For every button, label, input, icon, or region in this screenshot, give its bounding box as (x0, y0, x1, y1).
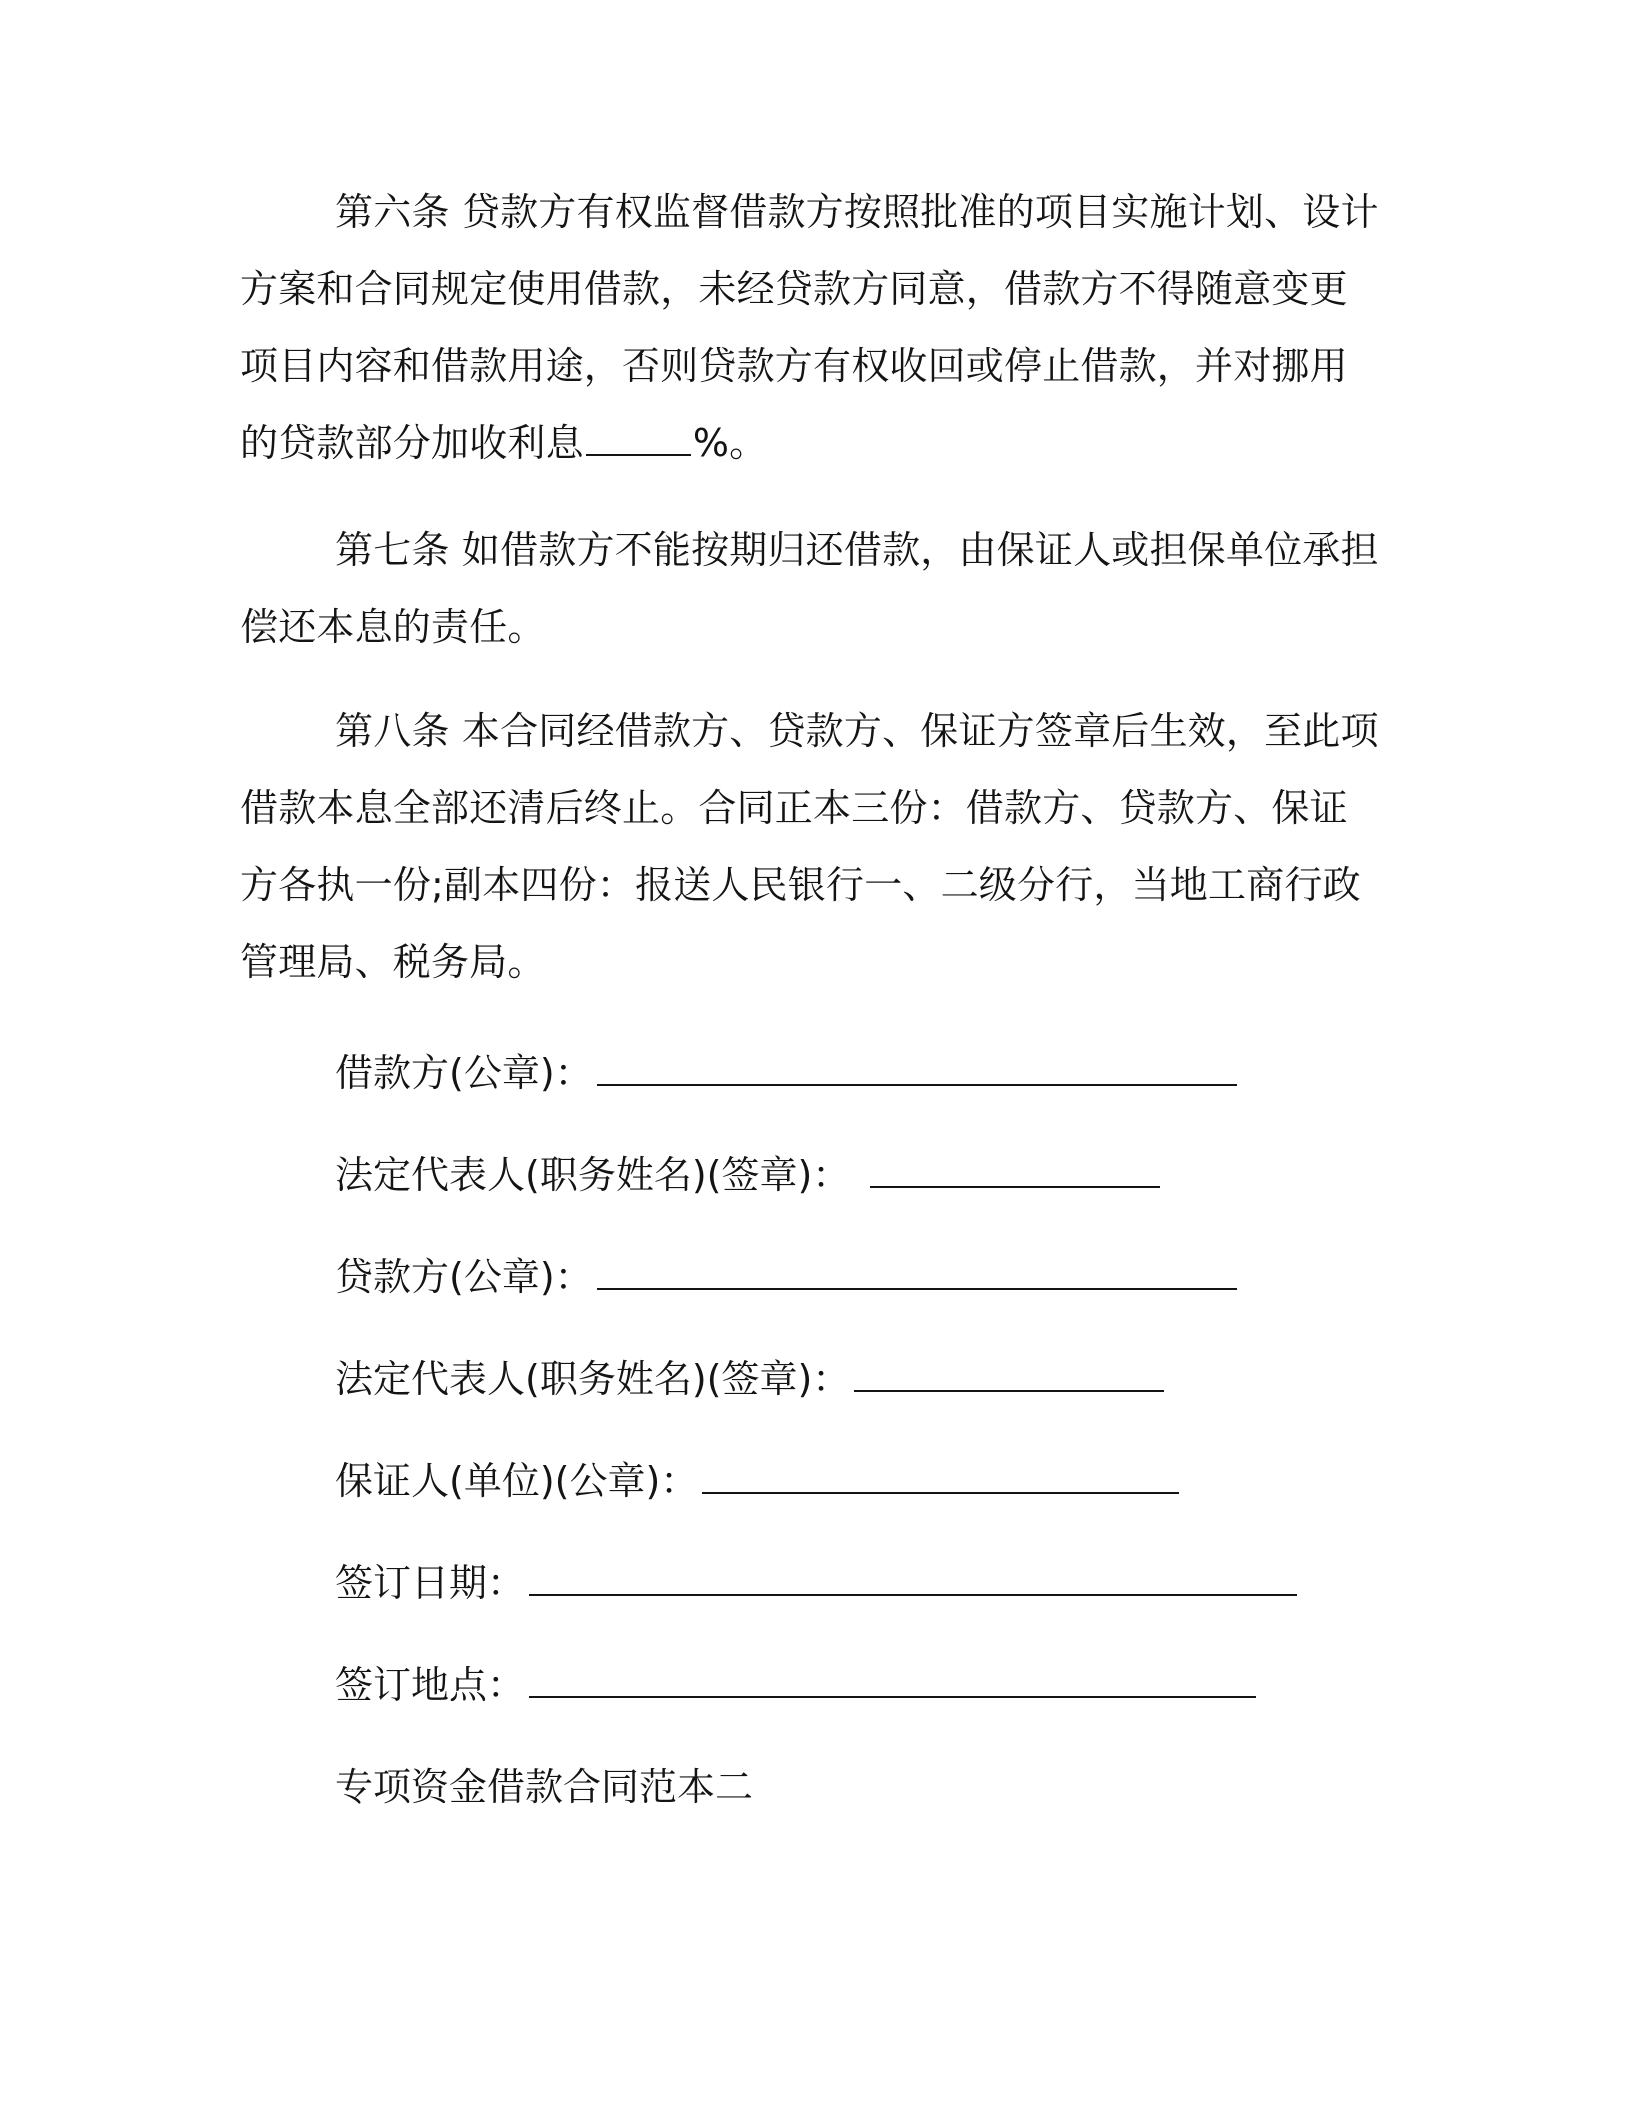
sign-place-line (335, 1660, 1256, 1710)
lender-rep-blank[interactable] (854, 1356, 1164, 1392)
borrower-rep-line (335, 1150, 1160, 1200)
article-7-paragraph: 第七条 如借款方不能按期归还借款，由保证人或担保单位承担偿还本息的责任。 (240, 528, 1379, 649)
borrower-rep-label: 法定代表人(职务姓名)(签章)： (335, 1153, 851, 1197)
guarantor-seal-line (335, 1456, 1179, 1506)
guarantor-seal-blank[interactable] (702, 1458, 1179, 1494)
sign-date-label: 签订日期： (335, 1561, 526, 1605)
next-section-title: 专项资金借款合同范本二 (335, 1765, 754, 1809)
sign-place-label: 签订地点： (335, 1663, 526, 1707)
lender-seal-blank[interactable] (597, 1254, 1237, 1290)
article-6-suffix: %。 (692, 421, 768, 465)
article-6-paragraph (240, 174, 1385, 482)
lender-rep-label: 法定代表人(职务姓名)(签章)： (335, 1357, 851, 1401)
borrower-seal-label: 借款方(公章)： (335, 1051, 593, 1095)
sign-place-blank[interactable] (529, 1662, 1256, 1698)
sign-date-blank[interactable] (529, 1560, 1297, 1596)
borrower-seal-blank[interactable] (597, 1050, 1237, 1086)
borrower-seal-line (335, 1048, 1237, 1098)
article-8-paragraph: 第八条 本合同经借款方、贷款方、保证方签章后生效，至此项借款本息全部还清后终止。合同正本三份：借款方、贷款方、保证方各执一份;副本四份：报送人民银行一、二级分行，当地工商行政管理局、税务局。 (240, 709, 1379, 984)
borrower-rep-blank[interactable] (870, 1152, 1160, 1188)
article-6-text: 第六条 贷款方有权监督借款方按照批准的项目实施计划、设计方案和合同规定使用借款，未经贷款方同意，借款方不得随意变更项目内容和借款用途，否则贷款方有权收回或停止借款，并对挪用的贷款部分加收利息 (240, 190, 1379, 465)
lender-seal-line (335, 1252, 1237, 1302)
lender-rep-line (335, 1354, 1164, 1404)
sign-date-line (335, 1558, 1297, 1608)
guarantor-seal-label: 保证人(单位)(公章)： (335, 1459, 699, 1503)
interest-rate-blank[interactable] (586, 424, 691, 456)
lender-seal-label: 贷款方(公章)： (335, 1255, 593, 1299)
